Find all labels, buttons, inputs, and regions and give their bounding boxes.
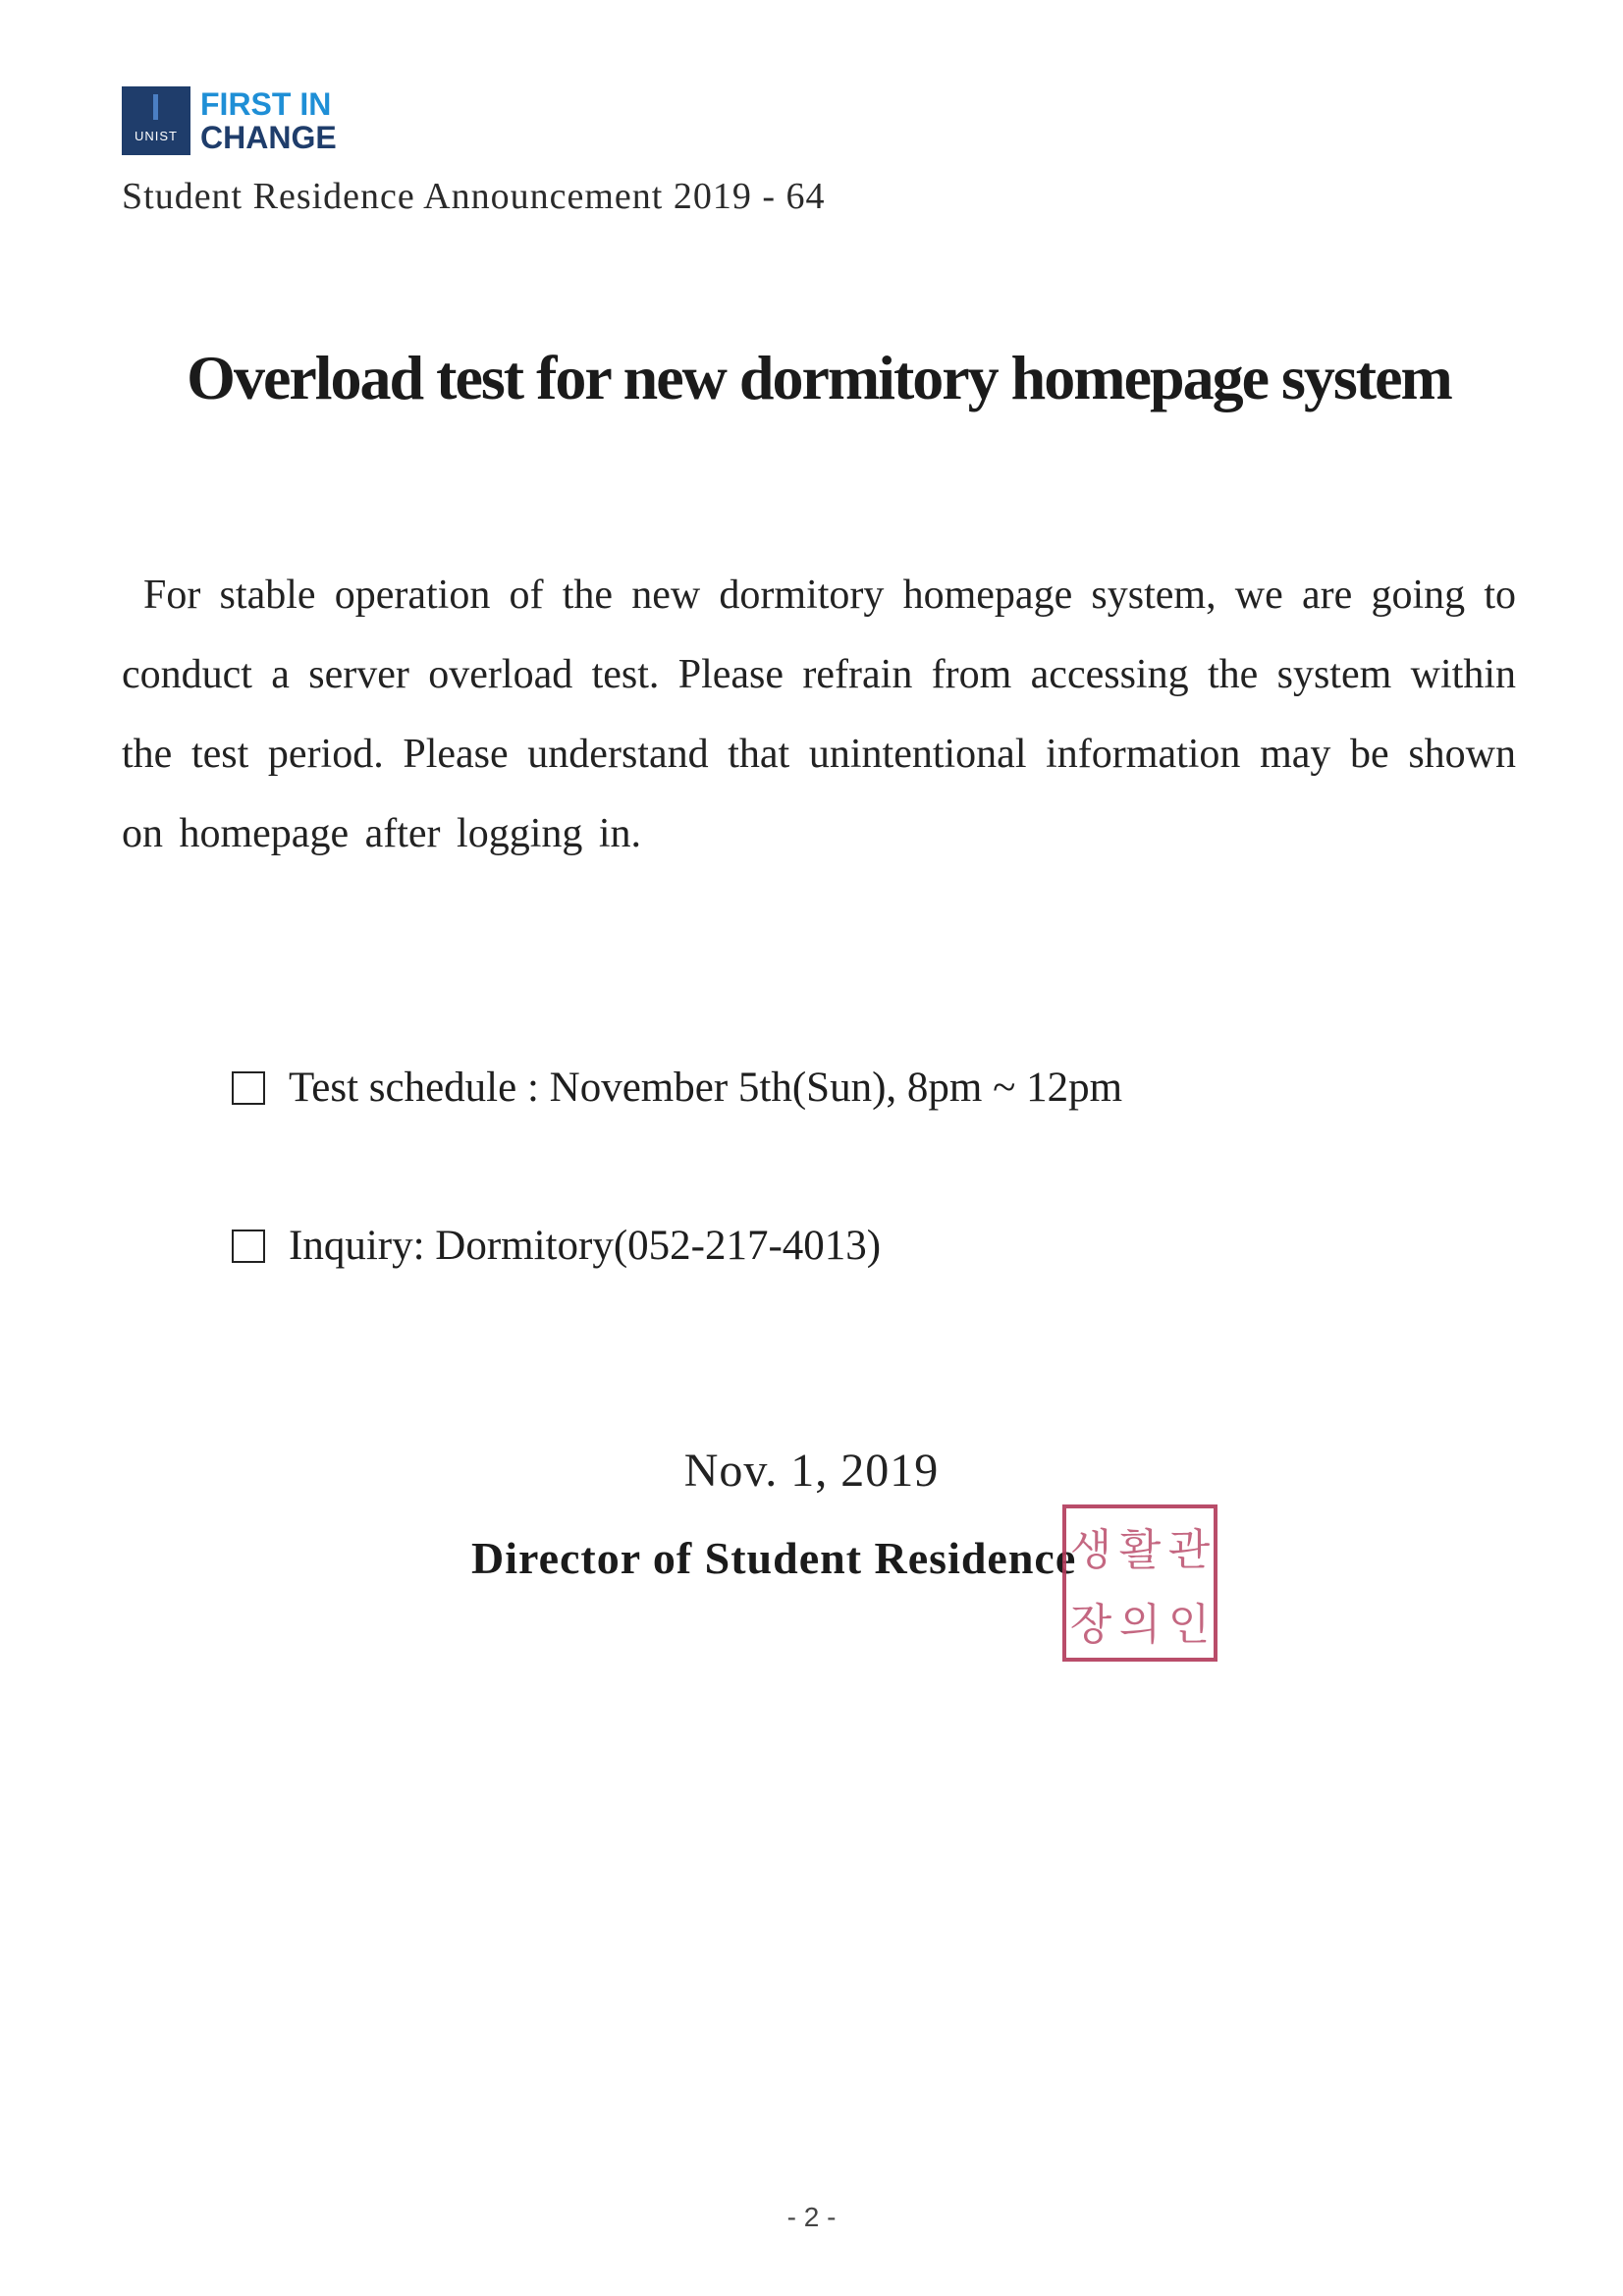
checkbox-icon xyxy=(232,1071,265,1105)
seal-char: 활 xyxy=(1118,1525,1162,1575)
list-item-inquiry xyxy=(232,1222,881,1270)
document-title: Overload test for new dormitory homepage system xyxy=(187,343,1451,412)
list-item-text: Test schedule : November 5th(Sun), 8pm ~ 12pm xyxy=(289,1065,1123,1111)
signer-title: Director of Student Residence xyxy=(471,1533,1077,1583)
seal-char: 의 xyxy=(1118,1600,1162,1650)
logo-bar xyxy=(153,94,158,120)
logo-wordmark: UNIST xyxy=(135,129,178,143)
checkbox-icon xyxy=(232,1230,265,1263)
document-date: Nov. 1, 2019 xyxy=(683,1445,940,1497)
logo-slogan-line1: FIRST IN xyxy=(200,86,332,122)
seal-char: 생 xyxy=(1069,1525,1112,1575)
announcement-number: Student Residence Announcement 2019 - 64 xyxy=(122,176,826,217)
list-item-text: Inquiry: Dormitory(052-217-4013) xyxy=(289,1223,882,1269)
unist-logo xyxy=(122,86,337,155)
seal-char: 관 xyxy=(1167,1525,1211,1575)
unist-logo-mark xyxy=(122,86,190,155)
seal-char: 인 xyxy=(1167,1600,1211,1650)
official-seal-stamp xyxy=(1062,1504,1217,1662)
logo-slogan-line2: CHANGE xyxy=(200,120,337,155)
page-number: - 2 - xyxy=(786,2202,837,2232)
body-paragraph: For stable operation of the new dormitory homepage system, we are going to conduct a server overload test. Please refrain from accessing the system within the test period. Please understand that unintentional information may be shown on homepage after logging in. xyxy=(122,573,1516,856)
logo-slogan xyxy=(200,87,337,154)
seal-char: 장 xyxy=(1069,1600,1112,1650)
list-item-schedule xyxy=(232,1064,1122,1112)
